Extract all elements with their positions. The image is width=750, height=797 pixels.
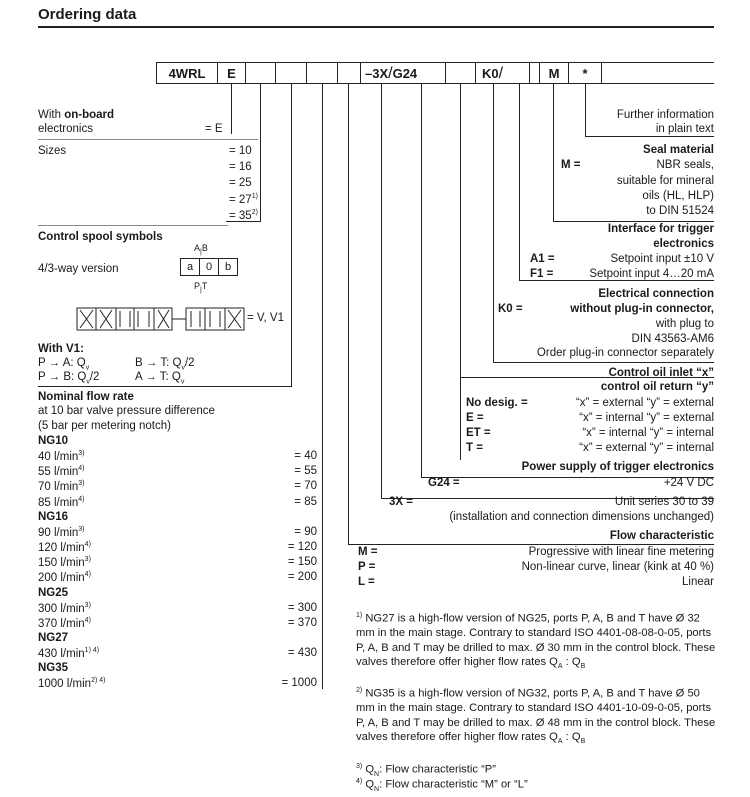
electrical-line: with plug to <box>655 318 714 330</box>
code-cell-oil <box>445 62 476 84</box>
flow-rate-item: 370 $l/\min^{4)}$ <box>38 616 91 630</box>
size-item: = $27^{1)}$ <box>229 193 258 206</box>
electrical-line: Order plug-in connector separately <box>536 347 714 359</box>
code-cell-flow <box>306 62 338 84</box>
flow-group-name: NG35 <box>38 662 69 675</box>
code-cell-seal: M <box>539 62 569 84</box>
flow-rate-item: 200 $l/\min^{4)}$ <box>38 571 91 585</box>
flow-rate-item: 120 $l/\min^{4)}$ <box>38 541 91 554</box>
electrical-line: without plug-in connector, <box>570 303 714 315</box>
flow-group-name: NG16 <box>38 510 69 523</box>
oil-value: “x” = external “y” = external <box>575 397 714 409</box>
footnote-4: $^{4)}$ $Q_N$: Flow characteristic “M” or “L” <box>356 778 528 793</box>
spool-diagram-v <box>76 306 246 332</box>
onboard-label: With on-board <box>38 109 115 121</box>
flow-rate-code: = 70 <box>294 480 317 493</box>
flow-rate-code: = 120 <box>287 541 317 553</box>
code-cell-connector: K0/ <box>475 62 530 84</box>
flow-rate-item: 85 $l/\min^{4)}$ <box>38 495 85 509</box>
v1-row: P → B: $Q_v/2$ <box>38 371 100 386</box>
flow-rate-item: 70 $l/\min^{3)}$ <box>38 480 85 494</box>
flow-rate-code: = 300 <box>287 601 317 614</box>
sizes-label: Sizes <box>38 145 67 157</box>
flow-subtitle: (5 bar per metering notch) <box>38 420 171 432</box>
interface-value: Setpoint input 4…20 mA <box>589 268 714 280</box>
oil-code: E = <box>466 412 484 424</box>
flow-char-value: Linear <box>682 576 714 588</box>
flow-char-value: Progressive with linear fine metering <box>528 546 714 558</box>
oil-code: T = <box>466 442 483 454</box>
flow-group-name: NG27 <box>38 632 69 644</box>
interface-value: Setpoint input ±10 V <box>610 253 714 265</box>
flow-char-value: Non-linear curve, linear (kink at 40 %) <box>521 561 714 573</box>
electrical-code: K0 = <box>498 303 523 315</box>
flow-group-name: NG10 <box>38 435 69 447</box>
oil-title: Control oil inlet “x” <box>608 367 714 379</box>
electrical-line: DIN 43563-AM6 <box>631 333 714 345</box>
interface-title: Interface for trigger <box>607 223 714 235</box>
flow-title: Nominal flow rate <box>38 391 134 403</box>
oil-title-2: control oil return “y” <box>600 381 714 393</box>
flow-rate-item: 300 $l/\min^{3)}$ <box>38 601 91 615</box>
further-info: Further information <box>616 109 714 121</box>
title-rule <box>38 26 714 28</box>
flow-rate-code: = 90 <box>294 525 317 538</box>
size-item: = 25 <box>229 177 252 189</box>
flow-char-title: Flow characteristic <box>609 530 714 542</box>
seal-code: M = <box>561 159 581 171</box>
code-bar-extension-top <box>602 62 714 63</box>
flow-char-code: M = <box>358 546 378 558</box>
flow-group-name: NG25 <box>38 586 69 599</box>
v1-row: B → T: $Q_v/2$ <box>135 357 195 372</box>
unit-value-2: (installation and connection dimensions unchanged) <box>449 511 714 523</box>
unit-value: Unit series 30 to 39 <box>614 496 714 508</box>
electrical-title: Electrical connection <box>598 288 714 300</box>
spool-title: Control spool symbols <box>38 231 163 243</box>
flow-char-code: P = <box>358 561 376 573</box>
unit-code: 3X = <box>389 496 413 508</box>
seal-title: Seal material <box>643 144 714 156</box>
code-cell-spool <box>275 62 307 84</box>
flow-subtitle: at 10 bar valve pressure difference <box>38 405 215 417</box>
footnote-3: $^{3)}$ $Q_N$: Flow characteristic “P” <box>356 763 496 778</box>
oil-value: “x” = external “y” = internal <box>579 442 714 454</box>
footnote-1: $^{1)}$ NG27 is a high-flow version of NG25, ports P, A, B and T have Ø 32 mm in the main stage. Contrary to standard ISO 4401-08-08-0-05, ports P, A, B and T may be drilled to max. Ø 30 mm in the control block. These valves therefore offer higher flow rates $Q_A$ : $Q_B$ <box>356 612 716 671</box>
onboard-label-2: electronics <box>38 123 93 135</box>
code-cell-further: * <box>568 62 602 84</box>
flow-rate-item: 90 $l/\min^{3)}$ <box>38 525 85 539</box>
page-title: Ordering data <box>38 6 137 23</box>
seal-line: oils (HL, HLP) <box>642 190 714 202</box>
size-item: = $35^{2)}$ <box>229 209 258 222</box>
code-cell-series: 4WRL <box>156 62 218 84</box>
flow-rate-item: 1000 $l/\min^{2) 4)}$ <box>38 677 106 691</box>
interface-code: A1 = <box>530 253 555 265</box>
oil-value: “x” = internal “y” = external <box>579 412 714 424</box>
code-cell-electronics: E <box>217 62 246 84</box>
v1-row: A → T: $Q_v$ <box>135 371 185 386</box>
v1-title: With V1: <box>38 343 84 355</box>
flow-rate-item: 40 $l/\min^{3)}$ <box>38 450 85 463</box>
v1-row: P → A: $Q_v$ <box>38 357 90 372</box>
seal-line: suitable for mineral <box>616 175 714 187</box>
interface-code: F1 = <box>530 268 554 280</box>
power-code: G24 = <box>428 477 460 489</box>
code-cell-size <box>245 62 276 84</box>
way-version: 4/3-way version <box>38 263 119 275</box>
flow-rate-code: = 55 <box>294 465 317 478</box>
seal-line: NBR seals, <box>656 159 714 171</box>
flow-rate-code: = 85 <box>294 495 317 508</box>
flow-rate-item: 150 $l/\min^{3)}$ <box>38 556 91 570</box>
further-info-2: in plain text <box>655 123 714 135</box>
footnote-2: $^{2)}$ NG35 is a high-flow version of NG32, ports P, A, B and T have Ø 50 mm in the main stage. Contrary to standard ISO 4401-10-09-0-05, ports P, A, B and T may be drilled to max. Ø 48 mm in the control block. These valves therefore offer higher flow rates $Q_A$ : $Q_B$ <box>356 687 716 746</box>
flow-rate-code: = 370 <box>287 616 317 629</box>
interface-title-2: electronics <box>653 238 714 250</box>
flow-rate-code: = 200 <box>287 571 317 584</box>
code-cell-unit-power: –3X/G24 <box>360 62 446 84</box>
size-item: = 10 <box>229 145 252 157</box>
size-item: = 16 <box>229 161 252 173</box>
oil-code: ET = <box>466 427 491 439</box>
code-cell-flow-char <box>337 62 361 84</box>
oil-value: “x” = internal “y” = internal <box>582 427 714 439</box>
onboard-code: = E <box>205 123 223 135</box>
flow-rate-item: 55 $l/\min^{4)}$ <box>38 465 85 479</box>
flow-rate-item: 430 $l/\min^{1) 4)}$ <box>38 647 100 660</box>
seal-line: to DIN 51524 <box>646 205 714 217</box>
oil-code: No desig. = <box>466 397 528 409</box>
power-value: +24 V DC <box>663 477 714 489</box>
flow-char-code: L = <box>358 576 375 588</box>
flow-rate-code: = 150 <box>287 556 317 569</box>
power-title: Power supply of trigger electronics <box>521 461 714 473</box>
spool-code: = V, V1 <box>247 312 284 324</box>
code-bar-extension-bottom <box>602 83 714 84</box>
flow-rate-code: = 40 <box>294 450 317 462</box>
flow-rate-code: = 1000 <box>281 677 317 690</box>
flow-rate-code: = 430 <box>287 647 317 659</box>
